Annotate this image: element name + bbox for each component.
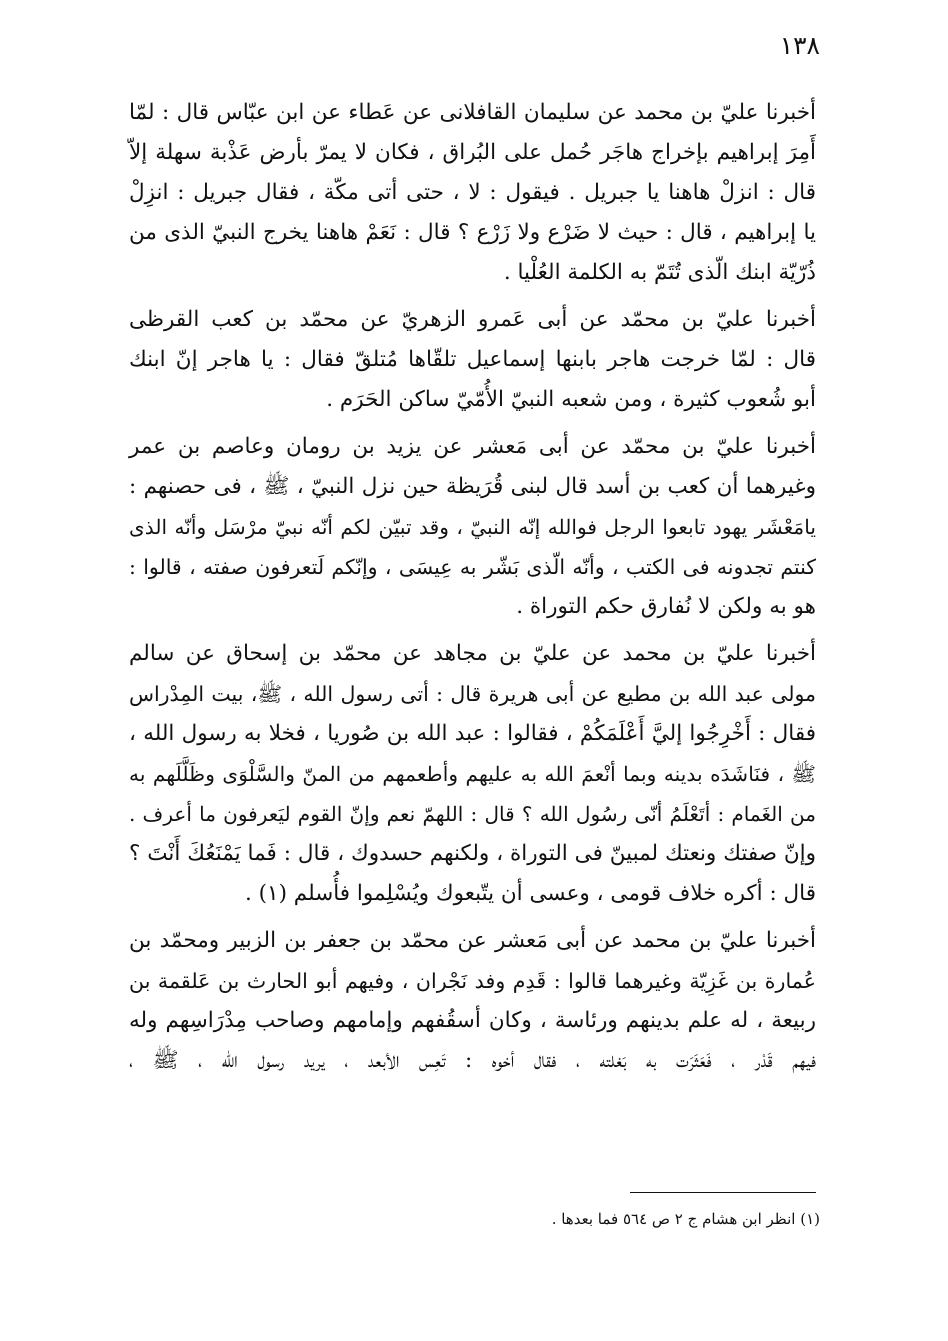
text-line: مولى عبد الله بن مطيع عن أبى هريرة قال : أتى رسول الله ، ﷺ، بيت المِدْراس bbox=[129, 682, 816, 706]
paragraph-3 bbox=[129, 427, 816, 627]
text-line: وغيرهما أن كعب بن أسد قال لبنى قُرَيظة حين نزل النبيّ ، ﷺ ، فى حصنهم : bbox=[129, 474, 816, 499]
paragraph-5 bbox=[129, 921, 816, 1081]
text-line: أَمِرَ إبراهيم بإخراج هاجَر حُمل على البُراق ، فكان لا يمرّ بأرض عَذْبة سهلة إلاّ bbox=[129, 140, 816, 165]
text-line: أخبرنا عليّ بن محمد عن عليّ بن مجاهد عن محمّد بن إسحاق عن سالم bbox=[129, 641, 816, 666]
text-line: أخبرنا عليّ بن محمّد عن أبى مَعشر عن يزيد بن رومان وعاصم بن عمر bbox=[129, 434, 816, 459]
text-line: قال : انزلْ هاهنا يا جبريل . فيقول : لا ، حتى أتى مكّة ، فقال جبريل : انزِلْ bbox=[129, 180, 816, 205]
page-number: ١٣٨ bbox=[779, 31, 820, 60]
text-line: عُمارة بن غَزِيّة وغيرهما قالوا : قَدِم وفد نَجْران ، وفيهم أبو الحارث بن عَلقمة بن bbox=[129, 969, 816, 993]
text-line: فقال : أَخْرِجُوا إليَّ أَعْلَمَكُمْ ، فقالوا : عبد الله بن صُوريا ، فخلا به رسول الله ، bbox=[129, 721, 816, 746]
text-line: أبو شُعوب كثيرة ، ومن شعبه النبيّ الأُمّيّ ساكن الحَرَم . bbox=[326, 387, 816, 412]
text-line: من الغَمام : أتَعْلَمُ أنّى رسُول الله ؟ قال : اللهمّ نعم وإنّ القوم ليَعرفون ما أعرف . bbox=[129, 802, 816, 826]
text-line: كنتم تجدونه فى الكتب ، وأنّه الّذى بَشّر به عِيسَى ، وإنّكم لَتعرفون صفته ، قالوا : bbox=[129, 555, 816, 579]
text-line: ربيعة ، له علم بدينهم ورئاسة ، وكان أسقُفهم وإمامهم وصاحب مِدْرَاسِهم وله bbox=[129, 1008, 816, 1033]
text-line: ذُرّيّة ابنك الّذى تُتَمّ به الكلمة العُلْيا . bbox=[503, 260, 816, 285]
text-line: وإنّ صفتك ونعتك لمبينّ فى التوراة ، ولكنهم حسدوك ، قال : فَما يَمْنَعُكَ أَنْتَ ؟ bbox=[129, 841, 816, 866]
body-text bbox=[129, 93, 816, 1088]
text-line: هو به ولكن لا نُفارق حكم التوراة . bbox=[516, 594, 816, 619]
text-line: أخبرنا عليّ بن محمّد عن أبى عَمرو الزهريّ عن محمّد بن كعب القرظى bbox=[129, 307, 816, 332]
text-line: قال : أكره خلاف قومى ، وعسى أن يتّبعوك ويُسْلِموا فأُسلم (١) . bbox=[244, 881, 816, 906]
text-line: ﷺ ، فنَاشَدَه بدينه وبما أنْعمَ الله به عليهم وأطعمهم من المنّ والسَّلْوَى وظَلَّلَهم به bbox=[129, 762, 816, 786]
paragraph-1 bbox=[129, 93, 816, 293]
text-line: قال : لمّا خرجت هاجر بابنها إسماعيل تلقّاها مُتلقّ فقال : يا هاجر إنّ ابنك bbox=[129, 347, 816, 372]
text-line: يامَعْشَر يهود تابعوا الرجل فوالله إنّه النبيّ ، وقد تبيّن لكم أنّه نبيّ مرْسَل وأنّه الذى bbox=[129, 515, 816, 539]
text-line: أخبرنا عليّ بن محمد عن أبى مَعشر عن محمّد بن جعفر بن الزبير ومحمّد بن bbox=[129, 928, 816, 953]
paragraph-2 bbox=[129, 300, 816, 420]
paragraph-4 bbox=[129, 634, 816, 914]
text-line: فيهم قَدْر ، فَعَثَرَت به بَغلته ، فقال أخوه : تَعِس الأبعد ، يريد رسول الله ، ﷺ ، bbox=[129, 1048, 816, 1073]
text-line: أخبرنا عليّ بن محمد عن سليمان القافلانى عن عَطاء عن ابن عبّاس قال : لمّا bbox=[129, 100, 816, 125]
text-line: يا إبراهيم ، قال : حيث لا ضَرْع ولا زَرْع ؟ قال : نَعَمْ هاهنا يخرج النبيّ الذى من bbox=[129, 220, 816, 245]
footnote: (١) انظر ابن هشام ج ٢ ص ٥٦٤ فما بعدها . bbox=[551, 1210, 820, 1228]
footnote-divider bbox=[630, 1192, 816, 1193]
